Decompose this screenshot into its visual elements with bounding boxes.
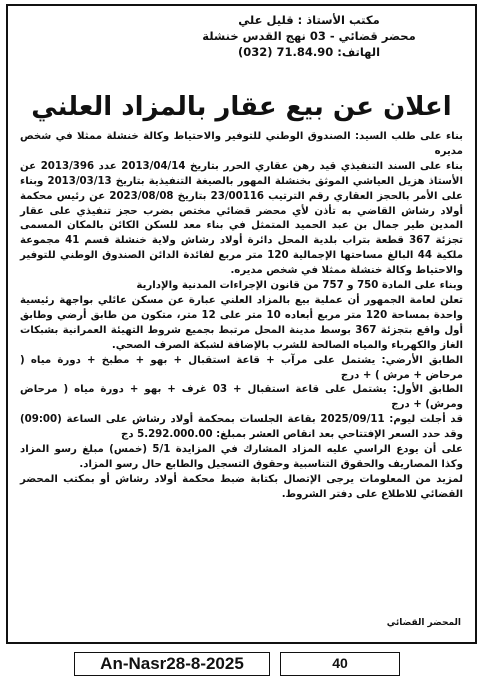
bailiff-office-header <box>159 12 459 60</box>
paragraph-legal-basis: بناء على السند التنفيذي قيد رهن عقاري الحرر بتاريخ 2013/04/14 عدد 2013/396 عن الأستاذ هزيل العياشي الموثق بخنشلة المهور بالصيغة التنفيذية بتاريخ 2013/03/13 وبناء على الأمر بالحجز العقاري رقم الترتيب 23/00116 بتاريخ 2023/08/08 عن رئيس محكمة أولاد رشاش القاضي به تأذن لأي محضر قضائي مختص بضرب حجز تنفيذي على عقار المدين طير جمال بن عبد الحميد المتمثل في بناء معد للسكن الكائن بالمكان المسمى تجزئة 367 قطعة بتراب بلدية المحل دائرة أولاد رشاش ولاية خنشلة قسم 41 مجموعة ملكية 44 البالغ مساحتها الإجمالية 120 متر مربع لفائدة الدائن الصندوق الوطني للتوفير والاحتياط وكالة خنشلة ممثلا في شخص مديره. <box>20 160 463 277</box>
paragraph-requester: بناء على طلب السيد: الصندوق الوطني للتوفير والاحتياط وكالة خنشلة ممثلا في شخص مديره <box>20 131 463 157</box>
office-name: مكتب الأستاذ : قليل علي <box>238 13 380 27</box>
paragraph-ground-floor: الطابق الأرضي: يشتمل على مرآب + قاعة استقبال + بهو + مطبخ + دورة مياه ( مرحاض + مرش ) + درج <box>20 354 463 381</box>
office-phone: الهاتف: 71.84.90 (032) <box>237 45 381 59</box>
announcement-frame <box>6 4 477 644</box>
office-address: محضر قضائي - 03 نهج القدس خنشلة <box>202 29 416 43</box>
paragraph-deposit: على أن يودع الراسي عليه المزاد المشارك في المزايدة 5/1 (خمس) مبلغ رسو المزاد وكذا المصاريف والحقوق التناسبية وحقوق التسجيل والطابع حال رسو المزاد. <box>20 444 463 470</box>
newspaper-date-box: An-Nasr28-8-2025 <box>74 652 270 676</box>
paragraph-property-description: تعلن لعامة الجمهور أن عملية بيع بالمزاد العلني عبارة عن مسكن عائلي بواجهة رئيسية واحدة بمساحة 120 متر مربع أبعاده 10 متر على 12 متر، متكون من طابق أرضي وطابق أول واقع بتجزئة 367 بوسط مدينة المحل مرتبط بجميع شروط التهيئة العمرانية بشبكات الغاز والكهرباء والمياه الصالحة للشرب بالإضافة لشبكة الصرف الصحي. <box>20 294 463 351</box>
paragraph-articles: وبناء على المادة 750 و 757 من قانون الإجراءات المدنية والإدارية <box>136 280 463 292</box>
paragraph-first-floor: الطابق الأول: يشتمل على قاعة استقبال + 03 غرف + بهو + دورة مياه ( مرحاض ومرش) + درج <box>20 384 463 411</box>
paragraph-contact: لمزيد من المعلومات يرجى الإتصال بكتابة ضبط محكمة أولاد رشاش أو بمكتب المحضر القضائي للاطلاع على دفتر الشروط. <box>20 473 463 500</box>
signature-label: المحضر القضائي <box>386 618 461 628</box>
announcement-title: اعلان عن بيع عقار بالمزاد العلني <box>31 92 452 122</box>
page-number-box: 40 <box>280 652 400 676</box>
paragraph-auction-date: قد أجلت ليوم: 2025/09/11 بقاعة الجلسات بمحكمة أولاد رشاش على الساعة (09:00) وقد حدد السعر الإفتتاحي بعد انقاص العشر بمبلغ: 5.292.000.00 دج <box>20 414 463 441</box>
announcement-body <box>20 130 463 503</box>
